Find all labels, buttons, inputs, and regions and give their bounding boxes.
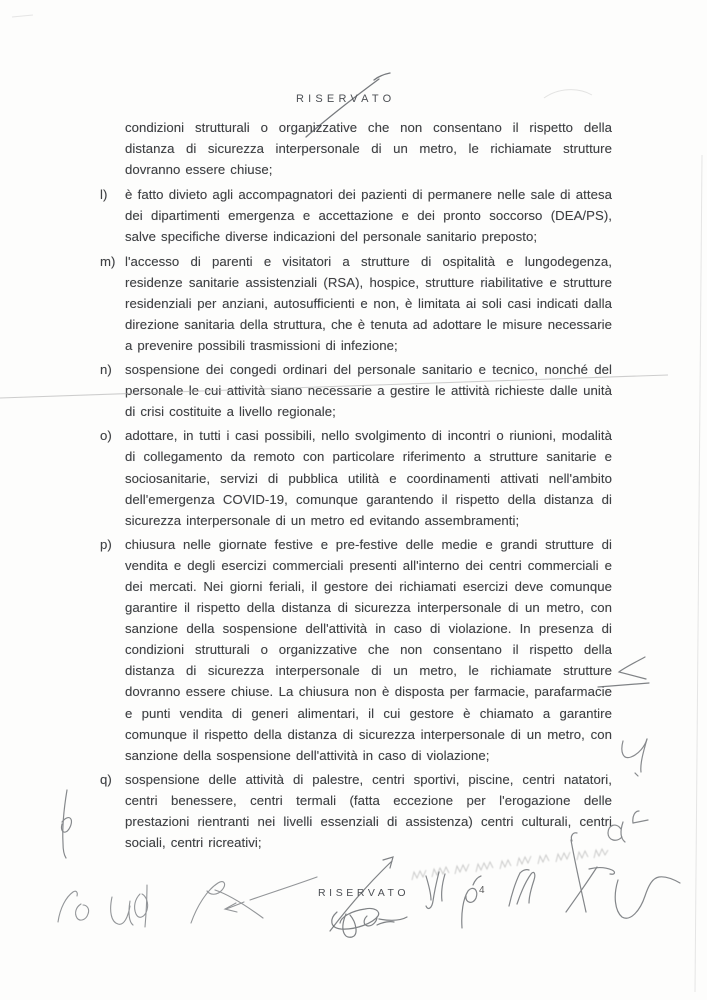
list-item-m xyxy=(99,251,612,356)
list-item-n xyxy=(99,359,612,422)
item-letter: n) xyxy=(100,362,112,378)
list-item-q xyxy=(99,769,612,853)
classification-header: RISERVATO xyxy=(296,93,396,105)
list-item-l xyxy=(99,184,612,247)
left-margin-squiggle xyxy=(62,790,72,858)
item-letter: m) xyxy=(100,253,116,269)
classification-footer: RISERVATO xyxy=(318,887,410,899)
item-text: chiusura nelle giornate festive e pre-festive delle medie e grandi strutture di vendita e degli esercizi commerciali presenti all'interno dei centri commerciali e dei mercati. Nei giorni feriali, il gestore dei richiamati esercizi deve comunque garantire il rispetto della distanza di sicurezza interpersonale di un metro, con sanzione della sospensione dell'attività in caso di violazione. In presenza di condizioni strutturali o organizzative che non consentano il rispetto della distanza di sicurezza interpersonale di un metro, le richiamate strutture dovranno essere chiuse. La chiusura non è disposta per farmacie, parafarmacie e punti vendita di generi alimentari, il cui gestore è chiamato a garantire comunque il rispetto della distanza di sicurezza interpersonale di un metro, con sanzione della sospensione dell'attività in caso di violazione; xyxy=(125,536,612,763)
right-margin-mark-a2 xyxy=(608,811,648,842)
item-letter: o) xyxy=(100,428,112,444)
faint-topright-curl xyxy=(544,90,592,98)
item-text: sospensione dei congedi ordinari del personale sanitario e tecnico, nonché del personale le cui attività siano necessarie a gestire le attività richieste dalle unità di crisi costituite a livello regionale; xyxy=(125,362,612,420)
list-item-o xyxy=(99,425,612,530)
footer-signature xyxy=(332,908,407,937)
right-margin-mark-4 xyxy=(622,739,647,776)
item-text: l'accesso di parenti e visitatori a strutture di ospitalità e lungodegenza, residenze sanitarie assistenziali (RSA), hospice, strutture riabilitative e strutture residenziali per anziani, autosufficienti e non, è limitata ai soli casi indicati dalla direzione sanitaria della struttura, che è tenuta ad adottare le misure necessarie a prevenire possibili trasmissioni di infezione; xyxy=(125,253,612,353)
page-number: 4 xyxy=(479,885,485,896)
item-letter: l) xyxy=(100,187,108,203)
bottom-left-scribbles xyxy=(58,877,317,927)
document-body xyxy=(99,117,612,856)
item-letter: q) xyxy=(100,771,112,787)
item-text: sospensione delle attività di palestre, centri sportivi, piscine, centri natatori, centri benessere, centri termali (fatta eccezione per l'erogazione delle prestazioni rientranti nei livelli essenziali di assistenza) centri culturali, centri sociali, centri ricreativi; xyxy=(125,771,612,851)
item-text: è fatto divieto agli accompagnatori dei pazienti di permanere nelle sale di attesa dei dipartimenti emergenza e accettazione e dei pronto soccorso (DEA/PS), salve specifiche diverse indicazioni del personale sanitario preposto; xyxy=(125,187,612,245)
paragraph-continuation: condizioni strutturali o organizzative che non consentano il rispetto della distanza di sicurezza interpersonale di un metro, le richiamate strutture dovranno essere chiuse; xyxy=(125,120,612,178)
item-text: adottare, in tutti i casi possibili, nello svolgimento di incontri o riunioni, modalità di collegamento da remoto con particolare riferimento a strutture sanitarie e sociosanitarie, servizi di pubblica utilità e coordinamenti attivati nell'ambito dell'emergenza COVID-19, comunque garantendo il rispetto della distanza di sicurezza interpersonale di un metro ed evitando assembramenti; xyxy=(125,428,612,528)
item-letter: p) xyxy=(100,536,112,552)
list-item-p xyxy=(99,534,612,766)
